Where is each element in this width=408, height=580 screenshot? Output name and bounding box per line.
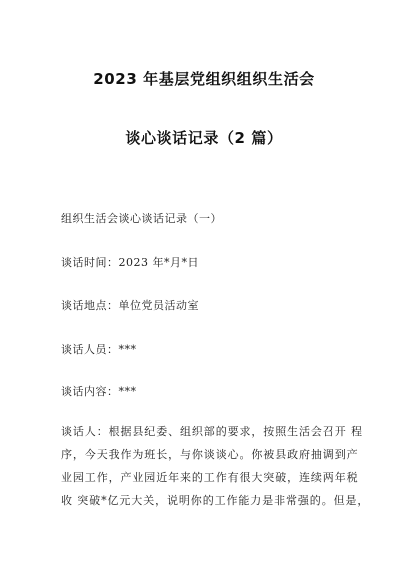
body-line: 序，今天我作为班长，与你谈谈心。你被县政府抽调到产 [61,448,359,461]
section-heading: 组织生活会谈心谈话记录（一） [61,212,222,225]
body-paragraph [61,420,370,512]
talk-location: 谈话地点：单位党员活动室 [61,299,199,312]
body-line: 谈话人：根据县纪委、组织部的要求，按照生活会召开 程 [61,425,363,438]
talk-content: 谈话内容：*** [61,385,137,398]
body-line: 收 突破*亿元大关，说明你的工作能力是非常强的。但是， [61,494,370,507]
talk-time: 谈话时间：2023 年*月*日 [61,256,199,269]
document-subtitle: 谈心谈话记录（2 篇） [125,129,283,147]
talk-participants: 谈话人员：*** [61,343,137,356]
document-title: 2023 年基层党组织组织生活会 [93,70,315,88]
body-line: 业园工作，产业园近年来的工作有很大突破，连续两年税 [61,471,359,484]
